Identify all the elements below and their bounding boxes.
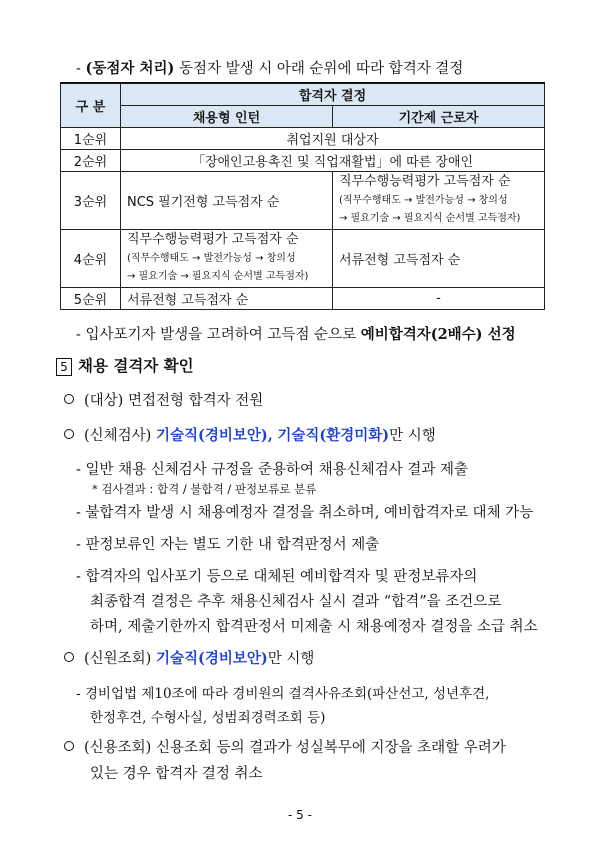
item-health [64,424,436,445]
sub-text: 불합격자 발생 시 채용예정자 결정을 취소하며, 예비합격자로 대체 가능 [85,505,534,521]
rank-cell: 5순위 [61,287,121,309]
contract-cell: - [333,287,545,309]
contract-sub-text: → 필요기술 → 필요지식 순서별 고득점자) [339,213,521,224]
circle-bullet-icon [64,652,74,662]
intern-cell [121,229,333,287]
circle-bullet-icon [64,741,74,751]
table-row [61,287,545,309]
section-number-box: 5 [56,358,72,376]
health-sub-3: - 판정보류인 자는 별도 기한 내 합격판정서 제출 [76,537,380,553]
circle-bullet-icon [64,394,74,404]
tie-handling-label: (동점자 처리) [85,60,175,77]
intern-cell: 서류전형 고득점자 순 [121,287,333,309]
intern-sub-text: (직무수행태도 → 발전가능성 → 창의성 [127,253,296,264]
item-text: 만 시행 [267,651,315,667]
intern-main-text: 직무수행능력평가 고득점자 순 [127,232,299,247]
item-identity [64,647,314,668]
tie-break-table [60,82,545,310]
health-sub-4-line2: 최종합격 결정은 추후 채용신체검사 실시 결과 “합격”을 조건으로 [90,594,502,610]
item-credit [64,736,506,757]
rank-cell: 1순위 [61,127,121,149]
identity-sub: - 경비업법 제10조에 따라 경비원의 결격사유조회(파산선고, 성년후견, [76,686,490,702]
section-heading [56,354,194,376]
item-target [64,389,263,410]
table-row [61,127,545,149]
tie-handling-line [76,57,463,78]
rank-cell: 3순위 [61,171,121,229]
rank-cell: 4순위 [61,229,121,287]
dash-marker: - [76,61,81,77]
intern-cell: NCS 필기전형 고득점자 순 [121,171,333,229]
header-group: 합격자 결정 [121,83,545,105]
health-sub-4: - 합격자의 입사포기 등으로 대체된 예비합격자 및 판정보류자의 [76,569,478,585]
circle-bullet-icon [64,429,74,439]
table-row [61,229,545,287]
item-label: (신체검사) [84,428,152,444]
item-text: 만 시행 [389,428,436,444]
highlight-text: 기술직(경비보안), [155,427,273,444]
sub-text: 합격자의 입사포기 등으로 대체된 예비합격자 및 판정보류자의 [85,569,478,585]
dash-marker: - [76,327,81,343]
tie-handling-text: 동점자 발생 시 아래 순위에 따라 합격자 결정 [178,61,464,77]
contract-cell [333,171,545,229]
header-rank: 구 분 [61,83,121,127]
health-sub-4-line3: 하며, 제출기한까지 합격판정서 미제출 시 채용예정자 결정을 소급 취소 [90,619,538,635]
merged-cell: 취업지원 대상자 [121,127,545,149]
contract-main-text: 직무수행능력평가 고득점자 순 [339,174,511,189]
header-intern: 채용형 인턴 [121,105,333,127]
sub-text: 경비업법 제10조에 따라 경비원의 결격사유조회(파산선고, 성년후견, [84,686,490,702]
item-label: (대상) [84,393,124,409]
sub-text: 일반 채용 신체검사 규정을 준용하여 채용신체검사 결과 제출 [85,462,468,478]
page-number: - 5 - [288,808,312,822]
item-text: 신용조회 등의 결과가 성실복무에 지장을 초래할 우려가 [155,740,506,756]
item-text: 면접전형 합격자 전원 [127,393,264,409]
merged-cell: 「장애인고용촉진 및 직업재활법」에 따른 장애인 [121,149,545,171]
header-contract: 기간제 근로자 [333,105,545,127]
section-title: 채용 결격자 확인 [78,356,194,375]
contract-sub-text: (직무수행태도 → 발전가능성 → 창의성 [339,195,508,206]
item-label: (신용조회) [84,740,152,756]
reserve-line [76,323,516,344]
reserve-text: 입사포기자 발생을 고려하여 고득점 순으로 [85,327,357,343]
table-row [61,171,545,229]
health-sub-2: - 불합격자 발생 시 채용예정자 결정을 취소하며, 예비합격자로 대체 가능 [76,505,534,521]
sub-text: 판정보류인 자는 별도 기한 내 합격판정서 제출 [85,537,380,553]
highlight-text: 기술직(환경미화) [277,427,390,444]
health-sub-1: - 일반 채용 신체검사 규정을 준용하여 채용신체검사 결과 제출 [76,462,468,478]
reserve-bold-text: 예비합격자(2배수) 선정 [360,326,516,343]
item-label: (신원조회) [84,651,152,667]
identity-sub-line2: 한정후견, 수형사실, 성범죄경력조회 등) [90,710,326,726]
contract-cell: 서류전형 고득점자 순 [333,229,545,287]
health-note: * 검사결과 : 합격 / 불합격 / 판정보류로 분류 [92,482,317,496]
rank-cell: 2순위 [61,149,121,171]
table-row [61,149,545,171]
credit-line2: 있는 경우 합격자 결정 취소 [90,766,263,782]
intern-sub-text: → 필요기술 → 필요지식 순서별 고득점자) [127,271,309,282]
highlight-text: 기술직(경비보안) [155,650,268,667]
